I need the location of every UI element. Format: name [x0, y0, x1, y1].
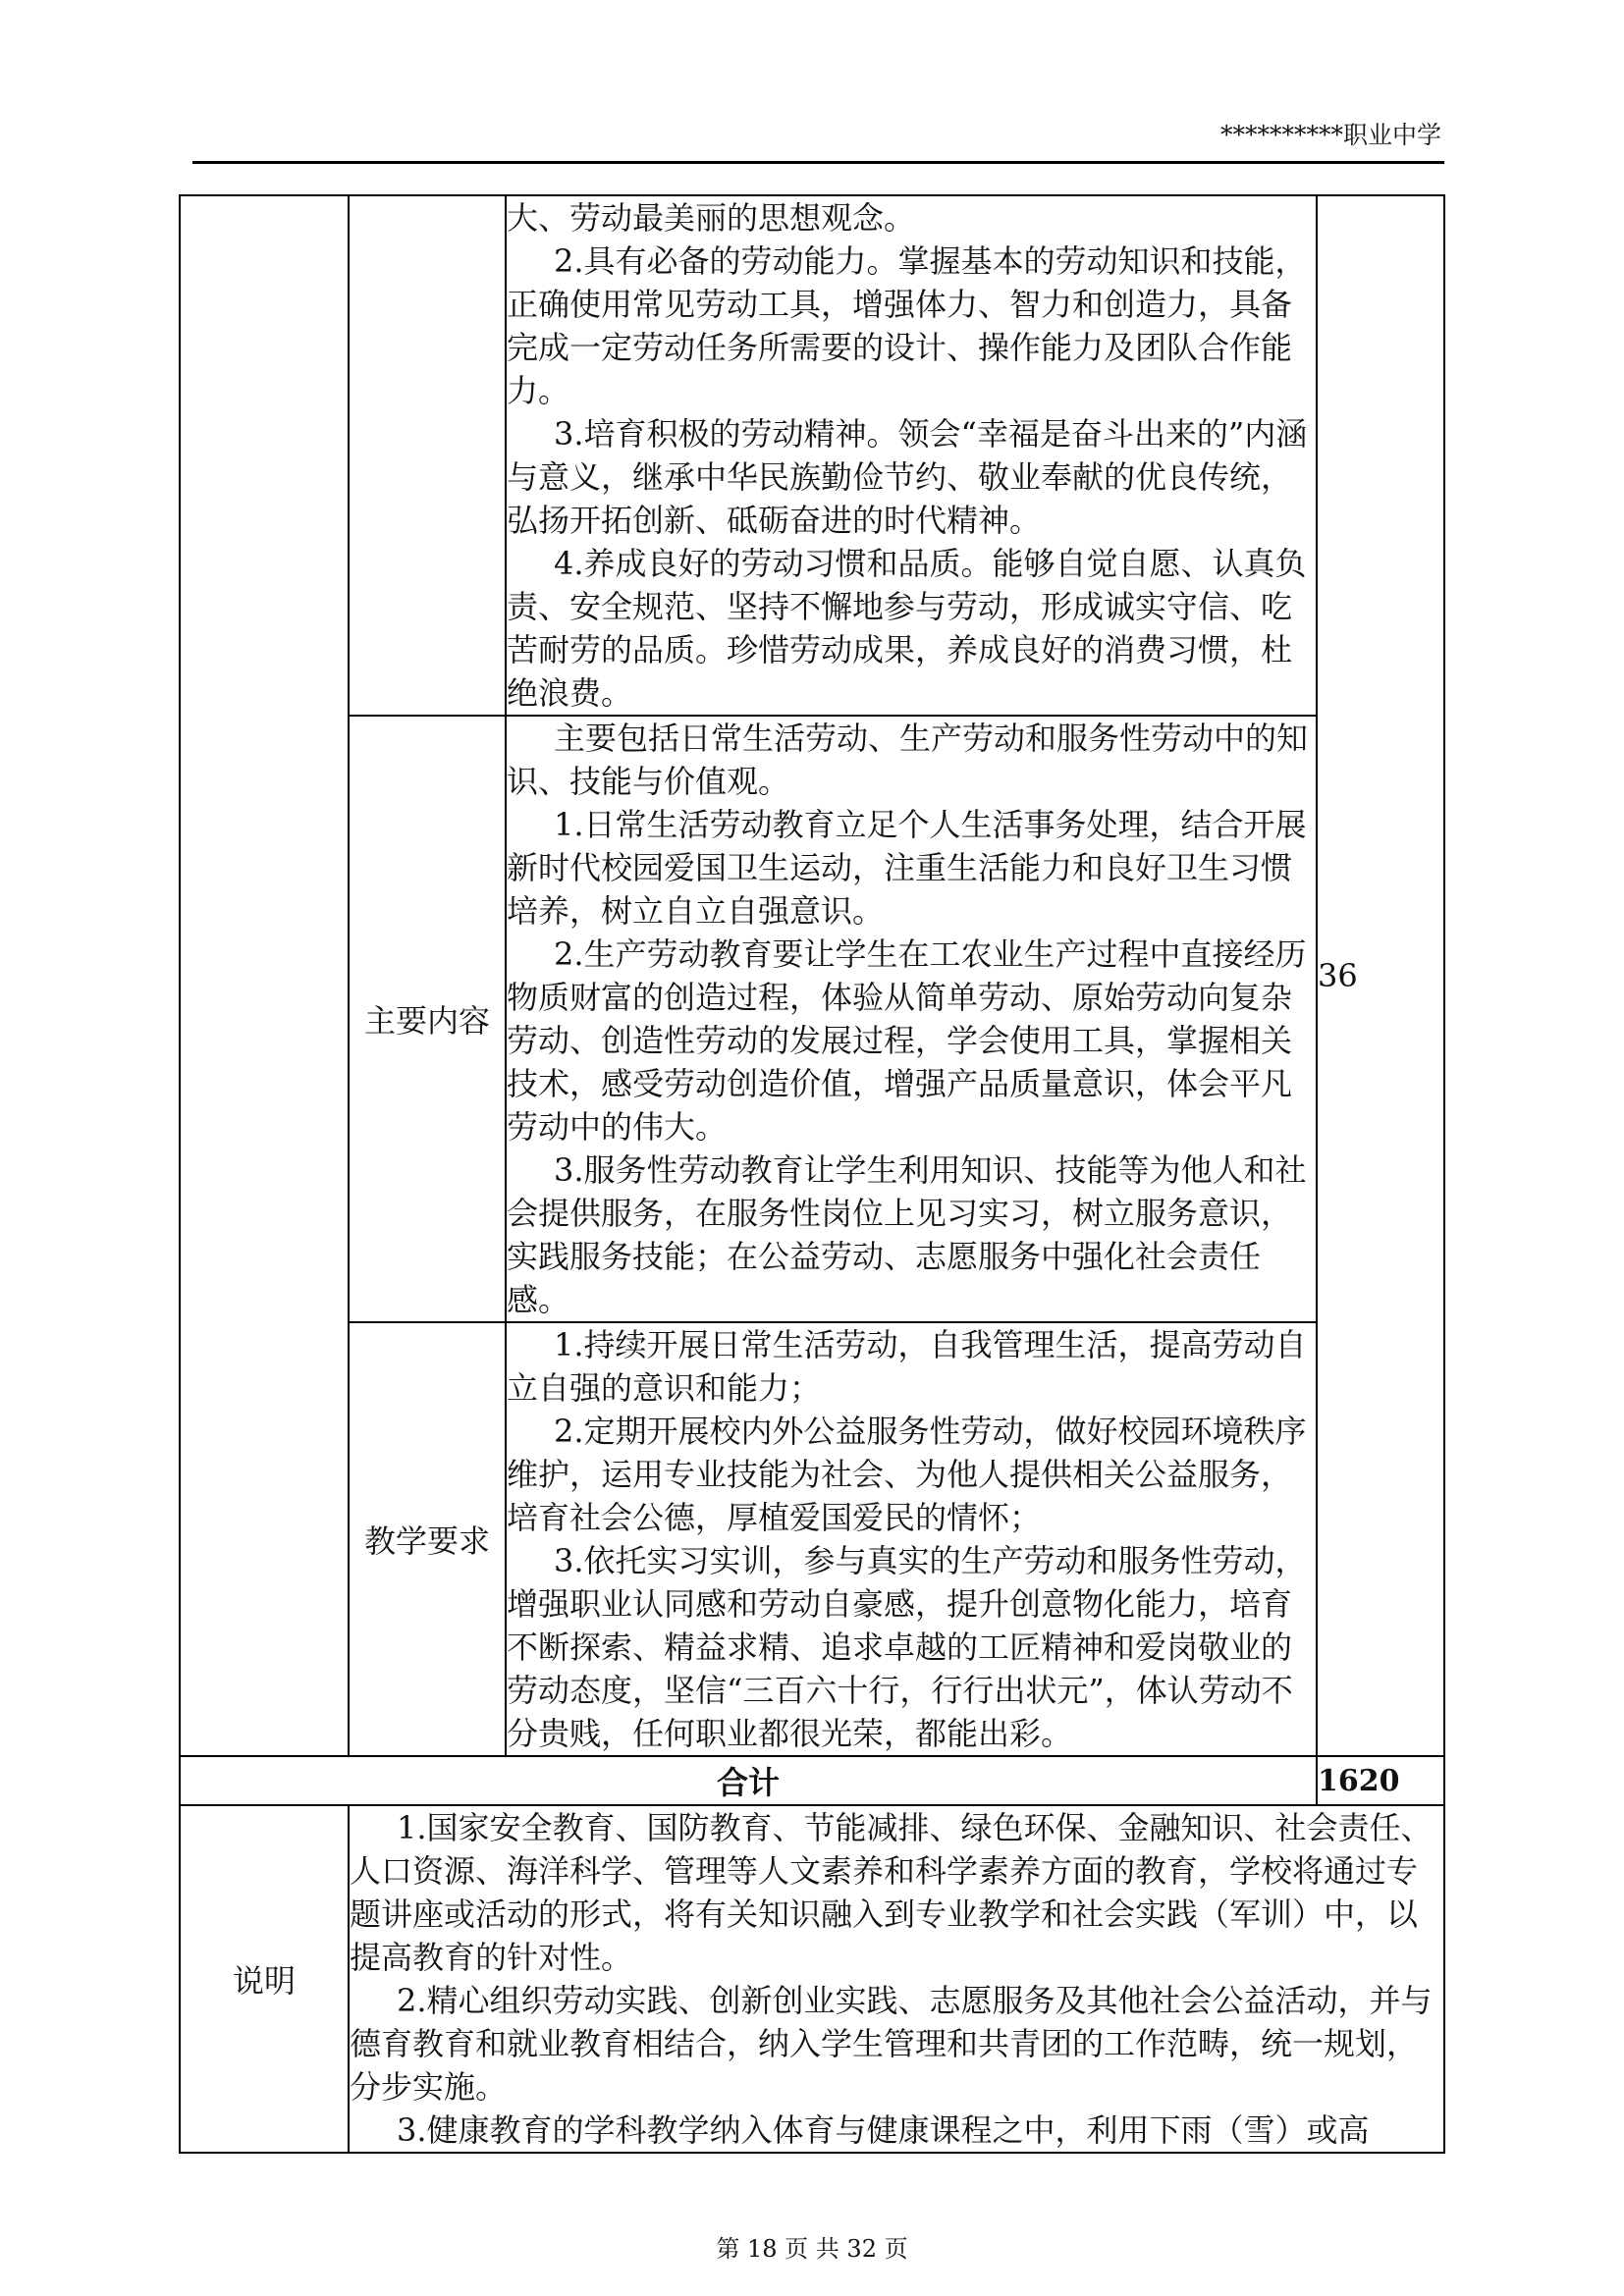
course-name-cell — [180, 195, 349, 1756]
main-content-paragraph: 3.服务性劳动教育让学生利用知识、技能等为他人和社会提供服务，在服务性岗位上见习实习，树立服务意识，实践服务技能；在公益劳动、志愿服务中强化社会责任感。 — [507, 1151, 1307, 1318]
table-row-notes — [180, 1805, 1444, 2153]
total-label: 合计 — [180, 1756, 1317, 1805]
notes-label: 说明 — [180, 1805, 349, 2153]
table-row-main-content — [180, 716, 1444, 1322]
requirement-paragraph: 大、劳动最美丽的思想观念。 — [507, 199, 916, 237]
page-number: 第 18 页 共 32 页 — [716, 2235, 908, 2263]
requirement-paragraph: 2.具有必备的劳动能力。掌握基本的劳动知识和技能，正确使用常见劳动工具，增强体力、智力和创造力，具备完成一定劳动任务所需要的设计、操作能力及团队合作能力。 — [507, 242, 1307, 409]
teaching-paragraph: 1.持续开展日常生活劳动，自我管理生活，提高劳动自立自强的意识和能力； — [507, 1326, 1307, 1407]
teaching-paragraph: 3.依托实习实训，参与真实的生产劳动和服务性劳动，增强职业认同感和劳动自豪感，提升创意物化能力，培育不断探索、精益求精、追求卓越的工匠精神和爱岗敬业的劳动态度，坚信“三百六十行，行行出状元”，体认劳动不分贵贱，任何职业都很光荣，都能出彩。 — [507, 1542, 1307, 1752]
main-content-cell — [506, 716, 1317, 1322]
curriculum-table — [179, 194, 1445, 2154]
table-row-total — [180, 1756, 1444, 1805]
hours-cell — [1317, 195, 1444, 1756]
notes-paragraph: 2.精心组织劳动实践、创新创业实践、志愿服务及其他社会公益活动，并与德育教育和就业教育相结合，纳入学生管理和共青团的工作范畴，统一规划，分步实施。 — [350, 1982, 1433, 2106]
header-rule — [192, 161, 1444, 164]
main-content-paragraph: 1.日常生活劳动教育立足个人生活事务处理，结合开展新时代校园爱国卫生运动，注重生活能力和良好卫生习惯培养，树立自立自强意识。 — [507, 806, 1307, 930]
hours-value: 36 — [1318, 957, 1358, 994]
requirement-paragraph: 3.培育积极的劳动精神。领会“幸福是奋斗出来的”内涵与意义，继承中华民族勤俭节约、敬业奉献的优良传统，弘扬开拓创新、砥砺奋进的时代精神。 — [507, 415, 1308, 539]
table-row-teaching — [180, 1322, 1444, 1756]
section-label-cell-empty — [349, 195, 506, 716]
teaching-cell — [506, 1322, 1317, 1756]
requirements-cell — [506, 195, 1317, 716]
total-value: 1620 — [1317, 1756, 1444, 1805]
main-content-paragraph: 主要包括日常生活劳动、生产劳动和服务性劳动中的知识、技能与价值观。 — [507, 720, 1309, 800]
header-school-name: **********职业中学 — [1219, 121, 1441, 149]
notes-paragraph: 1.国家安全教育、国防教育、节能减排、绿色环保、金融知识、社会责任、人口资源、海洋科学、管理等人文素养和科学素养方面的教育，学校将通过专题讲座或活动的形式，将有关知识融入到专业教学和社会实践（军训）中，以提高教育的针对性。 — [350, 1809, 1433, 1976]
requirement-paragraph: 4.养成良好的劳动习惯和品质。能够自觉自愿、认真负责、安全规范、坚持不懈地参与劳动，形成诚实守信、吃苦耐劳的品质。珍惜劳动成果，养成良好的消费习惯，杜绝浪费。 — [507, 545, 1307, 712]
table-row-requirements — [180, 195, 1444, 716]
teaching-label: 教学要求 — [349, 1322, 506, 1756]
notes-cell — [349, 1805, 1444, 2153]
teaching-paragraph: 2.定期开展校内外公益服务性劳动，做好校园环境秩序维护，运用专业技能为社会、为他人提供相关公益服务，培育社会公德，厚植爱国爱民的情怀； — [507, 1413, 1307, 1536]
notes-paragraph: 3.健康教育的学科教学纳入体育与健康课程之中，利用下雨（雪）或高 — [397, 2111, 1370, 2149]
main-content-label: 主要内容 — [349, 716, 506, 1322]
main-content-paragraph: 2.生产劳动教育要让学生在工农业生产过程中直接经历物质财富的创造过程，体验从简单劳动、原始劳动向复杂劳动、创造性劳动的发展过程，学会使用工具，掌握相关技术，感受劳动创造价值，增强产品质量意识，体会平凡劳动中的伟大。 — [507, 935, 1307, 1146]
